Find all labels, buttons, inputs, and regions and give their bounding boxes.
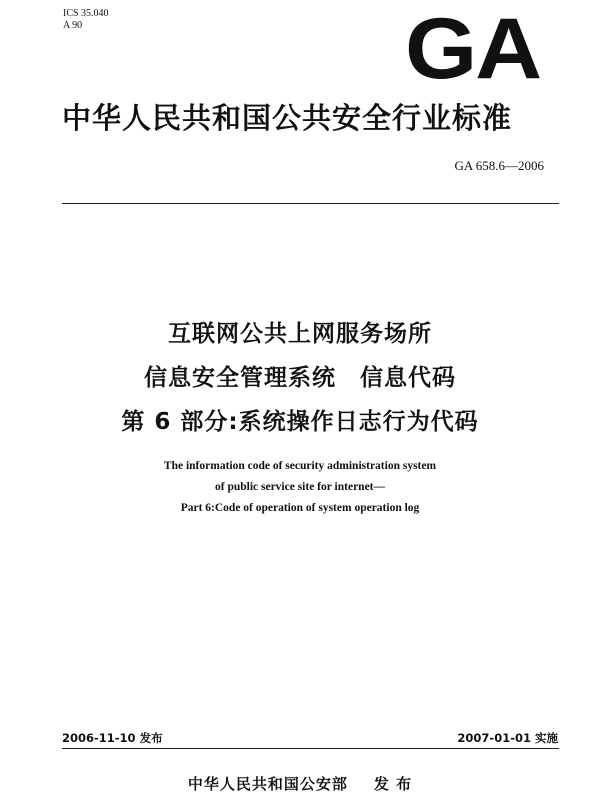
standard-number: GA 658.6—2006 [454, 158, 544, 173]
footer-divider [62, 748, 559, 749]
ics-code: ICS 35.040 [63, 8, 109, 19]
english-title-line-1: The information code of security administration system [163, 460, 437, 472]
issue-date: 2006-11-10 发布 [62, 731, 163, 745]
chinese-title-line-3: 第 6 部分:系统操作日志行为代码 [121, 409, 479, 435]
classification-codes [63, 8, 109, 32]
chinese-title-line-1: 互联网公共上网服务场所 [168, 321, 432, 347]
english-title [0, 456, 600, 519]
chinese-title [0, 312, 600, 444]
implementation-date: 2007-01-01 实施 [457, 731, 558, 745]
publisher-line [0, 773, 600, 794]
standard-body-title: 中华人民共和国公共安全行业标准 [62, 101, 513, 135]
publisher-name: 中华人民共和国公安部 [187, 775, 348, 793]
english-title-line-3: Part 6:Code of operation of system operation log [180, 502, 420, 514]
class-code: A 90 [63, 20, 83, 31]
chinese-title-line-2: 信息安全管理系统 信息代码 [144, 365, 456, 391]
header-divider [62, 203, 559, 204]
publish-word: 发 布 [373, 775, 413, 793]
english-title-line-2: of public service site for internet— [214, 481, 385, 493]
ga-logo: GA [405, 1, 540, 97]
